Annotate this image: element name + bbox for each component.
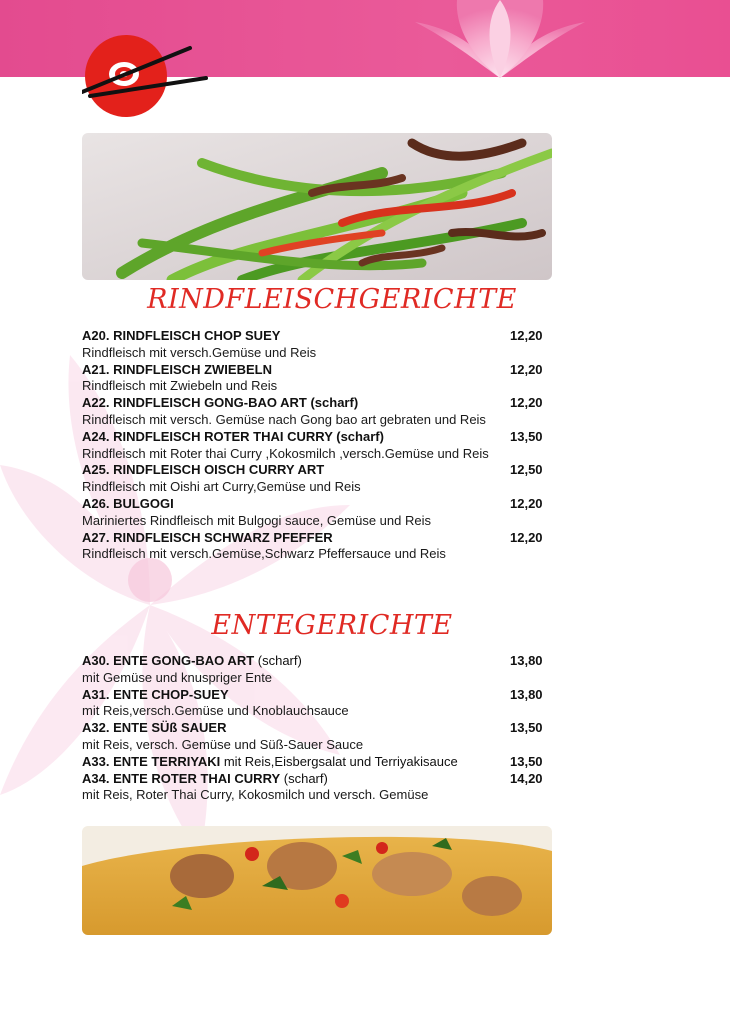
item-price: 13,50 bbox=[510, 720, 543, 736]
item-price: 13,50 bbox=[510, 428, 543, 444]
item-description: Rindfleisch mit Oishi art Curry,Gemüse und Reis bbox=[82, 479, 361, 495]
item-price: 12,50 bbox=[510, 462, 543, 478]
item-name: A21. RINDFLEISCH ZWIEBELN bbox=[82, 361, 272, 377]
item-name: A33. ENTE TERRIYAKI bbox=[82, 753, 221, 769]
menu-item bbox=[82, 771, 552, 805]
item-name: A26. BULGOGI bbox=[82, 495, 174, 511]
item-name: A32. ENTE SÜß SAUER bbox=[82, 720, 227, 736]
item-description: Mariniertes Rindfleisch mit Bulgogi sauce, Gemüse und Reis bbox=[82, 512, 431, 528]
menu-item bbox=[82, 687, 552, 721]
item-name: A27. RINDFLEISCH SCHWARZ PFEFFER bbox=[82, 529, 333, 545]
lotus-flower-icon bbox=[395, 0, 605, 80]
menu-item bbox=[82, 429, 552, 463]
item-price: 13,80 bbox=[510, 653, 543, 668]
item-description: Rindfleisch mit Zwiebeln und Reis bbox=[82, 378, 278, 394]
item-price: 12,20 bbox=[510, 495, 543, 511]
item-name: A20. RINDFLEISCH CHOP SUEY bbox=[82, 328, 281, 343]
menu-item bbox=[82, 395, 552, 429]
item-name: A25. RINDFLEISCH OISCH CURRY ART bbox=[82, 462, 325, 478]
item-name: A31. ENTE CHOP-SUEY bbox=[82, 686, 229, 702]
section-title-beef: RINDFLEISCHGERICHTE bbox=[147, 284, 517, 315]
item-price: 14,20 bbox=[510, 770, 543, 786]
beef-menu-list bbox=[82, 328, 552, 563]
menu-item bbox=[82, 754, 552, 771]
item-price: 12,20 bbox=[510, 361, 543, 377]
item-description: mit Reis,versch.Gemüse und Knoblauchsauce bbox=[82, 703, 349, 719]
item-description: Rindfleisch mit Roter thai Curry ,Kokosmilch ,versch.Gemüse und Reis bbox=[82, 445, 489, 461]
section-title-duck: ENTEGERICHTE bbox=[211, 610, 453, 641]
item-description: mit Reis, Roter Thai Curry, Kokosmilch und versch. Gemüse bbox=[82, 787, 429, 803]
duck-menu-list bbox=[82, 653, 552, 804]
item-description: mit Reis, versch. Gemüse und Süß-Sauer Sauce bbox=[82, 736, 364, 752]
item-name: A30. ENTE GONG-BAO ART bbox=[82, 653, 255, 668]
menu-item bbox=[82, 496, 552, 530]
item-note: (scharf) bbox=[254, 653, 302, 668]
menu-item bbox=[82, 653, 552, 687]
menu-item bbox=[82, 362, 552, 396]
sushi-chopsticks-icon bbox=[82, 30, 210, 126]
item-price: 12,20 bbox=[510, 395, 543, 411]
menu-item bbox=[82, 720, 552, 754]
beef-stir-fry-photo bbox=[82, 133, 552, 280]
item-description: mit Gemüse und knuspriger Ente bbox=[82, 669, 273, 685]
item-note: (scharf) bbox=[280, 770, 328, 786]
item-name: A22. RINDFLEISCH GONG-BAO ART (scharf) bbox=[82, 395, 359, 411]
item-note: mit Reis,Eisbergsalat und Terriyakisauce bbox=[220, 753, 458, 769]
menu-item bbox=[82, 328, 552, 362]
item-name: A24. RINDFLEISCH ROTER THAI CURRY (scharf) bbox=[82, 428, 384, 444]
menu-item bbox=[82, 530, 552, 564]
item-price: 13,80 bbox=[510, 686, 543, 702]
item-name: A34. ENTE ROTER THAI CURRY bbox=[82, 770, 281, 786]
item-price: 13,50 bbox=[510, 753, 543, 769]
item-description: Rindfleisch mit versch.Gemüse und Reis bbox=[82, 344, 317, 360]
item-description: Rindfleisch mit versch. Gemüse nach Gong bao art gebraten und Reis bbox=[82, 411, 486, 427]
item-description: Rindfleisch mit versch.Gemüse,Schwarz Pfeffersauce und Reis bbox=[82, 546, 446, 562]
duck-curry-photo bbox=[82, 826, 552, 935]
menu-item bbox=[82, 462, 552, 496]
item-price: 12,20 bbox=[510, 328, 543, 343]
item-price: 12,20 bbox=[510, 529, 543, 545]
